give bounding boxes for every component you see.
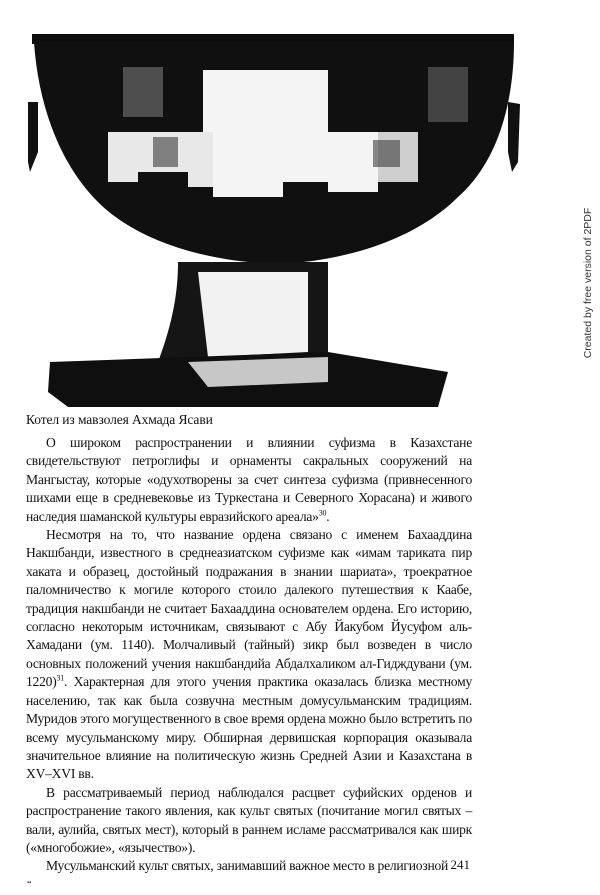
figure-caption: Котел из мавзолея Ахмада Ясави <box>26 412 213 427</box>
paragraph: О широком распространении и влиянии суфизма в Казахстане свидетельствуют петроглифы и орнаменты сакральных сооружений на Мангыстау, которые «одухотворены за счет синтеза суфизма (привнесенного шихами еще в средневековье из Туркестана и Северного Хорасана) и живого наследия шаманской культуры евразийского ареала»$^{30}$. <box>26 435 472 524</box>
body-text <box>26 434 472 876</box>
footnote-ref[interactable]: 31 <box>56 673 64 683</box>
cauldron-photo <box>28 22 528 407</box>
scan-artifact: ▪▪ <box>27 880 32 886</box>
paragraph: В рассматриваемый период наблюдался расцвет суфийских орденов и распространение такого явления, как культ святых (почитание могил святых – вали, аулийа, святых мест), который в раннем исламе рассматривался как ширк («многобожие», «язычество»). <box>26 784 472 855</box>
footnote-ref[interactable]: 30 <box>318 508 327 518</box>
page-number: 241 <box>450 857 470 872</box>
paragraph: Несмотря на то, что название ордена связано с именем Бахааддина Накшбанди, известного в среднеазиатском суфизме как «имам тариката пир хаката и образец, достойный подражания в знании шариата», троекратное паломничество к могиле которого стоило далекого путешествия к Каабе, традиция накшбанди не считает Бахааддина основателем ордена. Его историю, согласно некоторым источникам, связывают с Абу Йакубом Йусуфом аль-Хамадани (ум. 1140). Молчаливый (тайный) зикр был возведен в число основных положений учения накшбандийа Абдалхаликом ал-Гидждувани (ум. 1220)$^{31}$. Характерная для этого учения практика оказалась близка местному населению, так как была созвучна местным домусульманским традициям. Муридов этого могущественного в свое время ордена можно было встретить по всему мусульманскому миру. Обширная дервишская корпорация оказывала значительное влияние на политическую жизнь Средней Азии и Казахстана в XV–XVI вв. <box>26 527 472 782</box>
paragraph: Мусульманский культ святых, занимавший важное место в религиозной <box>46 858 449 874</box>
watermark-text: Created by free version of 2PDF <box>582 207 594 358</box>
watermark <box>580 200 596 365</box>
